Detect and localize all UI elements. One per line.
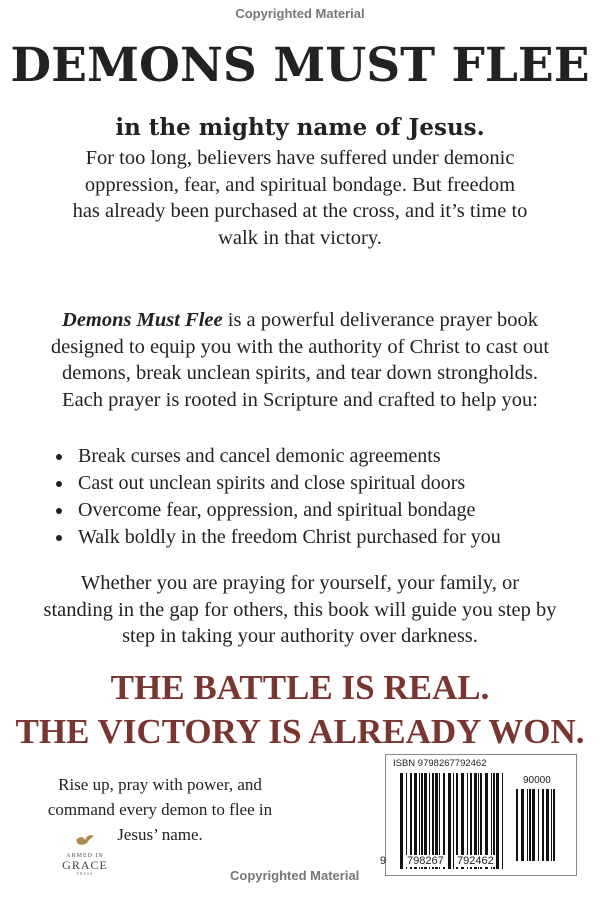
whether-line: Whether you are praying for yourself, your family, or: [80, 572, 520, 594]
barcode-digit-first: 9: [380, 855, 387, 867]
list-item: • Walk boldly in the freedom Christ purchased for you: [74, 524, 501, 551]
tagline-line: THE BATTLE IS REAL.: [110, 668, 490, 707]
copyright-watermark-bottom: Copyrighted Material: [230, 868, 360, 883]
dove-icon: [74, 832, 96, 848]
logo-text-main: GRACE: [62, 858, 108, 872]
intro-line: walk in that victory.: [218, 226, 382, 249]
barcode-bar: [496, 773, 499, 869]
intro-line: has already been purchased at the cross, and it’s time to: [72, 200, 528, 222]
isbn-label: ISBN 9798267792462: [393, 758, 487, 769]
tagline-line: THE VICTORY IS ALREADY WON.: [15, 712, 585, 751]
barcode-bar: [521, 789, 524, 861]
whether-paragraph: [0, 570, 600, 650]
description-line: Each prayer is rooted in Scripture and crafted to help you:: [62, 388, 538, 411]
book-name: Demons Must Flee: [62, 309, 223, 331]
barcode-bar: [502, 773, 503, 869]
barcode-bar: [516, 789, 518, 861]
logo-text-sub: PRESS: [76, 871, 94, 876]
barcode-bar: [551, 789, 552, 861]
barcode-digits-left: 798267: [407, 855, 444, 867]
list-item: • Cast out unclean spirits and close spiritual doors: [74, 470, 501, 497]
description-paragraph: [0, 307, 600, 413]
intro-line: oppression, fear, and spiritual bondage. But freedom: [84, 173, 516, 196]
whether-line: standing in the gap for others, this book will guide you step by: [43, 598, 557, 621]
publisher-logo: [55, 832, 115, 876]
list-item: • Break curses and cancel demonic agreements: [74, 443, 501, 470]
description-text: is a powerful deliverance prayer book: [222, 309, 538, 331]
description-line: demons, break unclean spirits, and tear down strongholds.: [62, 362, 538, 384]
logo-text-top: ARMED IN: [66, 853, 104, 859]
closing-line: Rise up, pray with power, and: [58, 775, 262, 794]
barcode-bar: [529, 789, 531, 861]
barcode-digits-right: 792462: [457, 855, 494, 867]
barcode-bar: [553, 789, 555, 861]
book-title: DEMONS MUST FLEE: [10, 38, 590, 93]
barcode-bar: [453, 773, 454, 869]
isbn-barcode: [380, 754, 577, 876]
copyright-watermark-top: Copyrighted Material: [235, 6, 365, 21]
closing-line: Jesus’ name.: [117, 825, 203, 844]
barcode-bar: [448, 773, 451, 869]
list-item: • Overcome fear, oppression, and spiritual bondage: [74, 497, 501, 524]
book-subtitle: in the mighty name of Jesus.: [115, 114, 485, 141]
benefit-list: [50, 443, 501, 551]
whether-line: step in taking your authority over darkness.: [122, 625, 478, 647]
price-code: 90000: [523, 775, 551, 786]
barcode-bar: [546, 789, 549, 861]
battle-tagline: [0, 666, 600, 754]
description-line: designed to equip you with the authority of Christ to cast out: [50, 335, 550, 358]
barcode-bar: [542, 789, 544, 861]
intro-line: For too long, believers have suffered under demonic: [85, 147, 515, 169]
barcode-bar: [538, 789, 539, 861]
barcode-bar: [400, 773, 403, 869]
description-line: [0, 307, 600, 334]
barcode-bar: [532, 789, 535, 861]
closing-line: command every demon to flee in: [47, 800, 273, 819]
intro-paragraph: [0, 145, 600, 251]
barcode-bar: [527, 789, 528, 861]
